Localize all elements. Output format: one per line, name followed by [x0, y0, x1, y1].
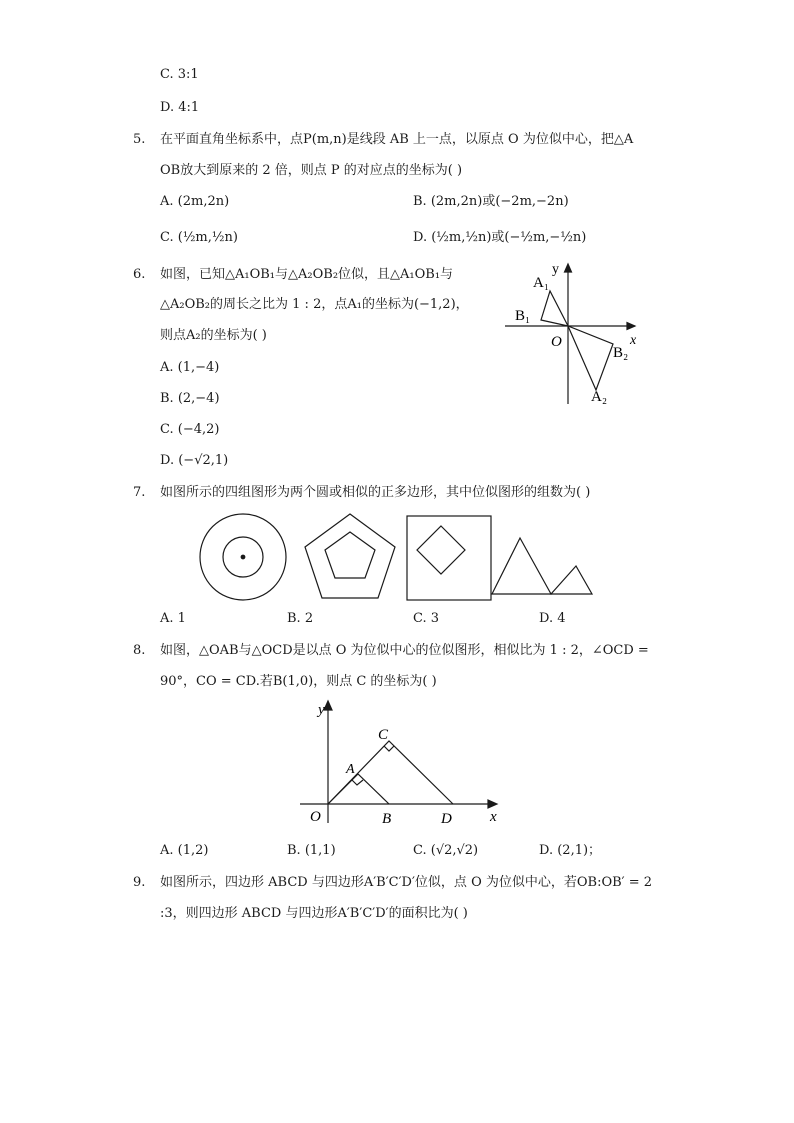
q8-label-y: y: [318, 702, 325, 718]
q6-y-arrow: [565, 264, 572, 272]
q4-option-d: D. 4:1: [160, 100, 200, 115]
q9-number: 9.: [133, 875, 146, 890]
q7-figure-circles: [200, 514, 286, 600]
q7-number: 7.: [133, 485, 146, 500]
q8-option-b: B. (1,1): [287, 843, 336, 858]
q6-label-a2: A₂: [591, 389, 608, 405]
q5-number: 5.: [133, 132, 146, 147]
q7-stem-line1: 如图所示的四组图形为两个圆或相似的正多边形，其中位似图形的组数为( ): [160, 485, 591, 500]
q8-label-x: x: [490, 809, 497, 825]
q8-option-c: C. (√2,√2): [413, 843, 479, 858]
q6-option-c: C. (−4,2): [160, 422, 220, 437]
q8-option-d: D. (2,1)；: [539, 843, 602, 858]
q8-x-arrow: [488, 800, 497, 808]
q7-figure-triangles: [492, 538, 592, 594]
q6-label-o: O: [551, 334, 562, 350]
q7-option-b: B. 2: [287, 611, 314, 626]
q6-label-b1: B₁: [515, 308, 531, 324]
q8-label-d: D: [441, 811, 452, 827]
q9-stem-line2: :3，则四边形 ABCD 与四边形A′B′C′D′的面积比为( ): [160, 906, 468, 921]
q8-stem-line1: 如图，△OAB与△OCD是以点 O 为位似中心的位似图形，相似比为 1 : 2，∠OCD =: [160, 643, 649, 658]
q8-label-a: A: [346, 762, 355, 777]
q6-stem-line1: 如图，已知△A₁OB₁与△A₂OB₂位似，且△A₁OB₁与: [160, 267, 454, 282]
q5-option-d: D. (½m,½n)或(−½m,−½n): [413, 230, 587, 245]
q8-stem-line2: 90°，CO = CD.若B(1,0)，则点 C 的坐标为( ): [160, 674, 437, 689]
q7-option-a: A. 1: [160, 611, 186, 626]
q6-label-x: x: [630, 333, 637, 348]
q6-option-b: B. (2,−4): [160, 391, 220, 406]
q6-option-d: D. (−√2,1): [160, 453, 229, 468]
q4-option-c: C. 3:1: [160, 67, 199, 82]
q8-triangle-oab: [328, 774, 389, 804]
q8-right-angle-c: [384, 746, 394, 751]
q5-option-b: B. (2m,2n)或(−2m,−2n): [413, 194, 569, 209]
q6-x-arrow: [627, 323, 635, 330]
q6-option-a: A. (1,−4): [160, 360, 220, 375]
q8-label-b: B: [382, 811, 392, 827]
q6-label-b2: B₂: [613, 345, 629, 361]
q5-stem-line2: OB放大到原来的 2 倍，则点 P 的对应点的坐标为( ): [160, 163, 463, 178]
q6-stem-line3: 则点A₂的坐标为( ): [160, 328, 267, 343]
q6-figure: [505, 256, 645, 406]
q8-right-angle-a: [352, 780, 363, 785]
q8-option-a: A. (1,2): [160, 843, 209, 858]
q7-figure-squares: [407, 516, 491, 600]
q8-number: 8.: [133, 643, 146, 658]
q7-option-c: C. 3: [413, 611, 440, 626]
q5-stem-line1: 在平面直角坐标系中，点P(m,n)是线段 AB 上一点，以原点 O 为位似中心，把△A: [160, 132, 634, 147]
q8-figure: [295, 698, 510, 828]
q9-stem-line1: 如图所示，四边形 ABCD 与四边形A′B′C′D′位似，点 O 为位似中心，若OB:OB′ = 2: [160, 875, 653, 890]
q5-option-a: A. (2m,2n): [160, 194, 230, 209]
q7-option-d: D. 4: [539, 611, 566, 626]
q8-label-o: O: [310, 809, 321, 825]
q6-triangle-a1ob1: [541, 291, 568, 326]
q6-label-a1: A₁: [533, 275, 550, 291]
q8-y-arrow: [324, 701, 332, 710]
q6-stem-line2: △A₂OB₂的周长之比为 1 : 2，点A₁的坐标为(−1,2)，: [160, 297, 469, 312]
q7-figure-pentagons: [305, 514, 395, 598]
q7-figures: [195, 510, 597, 602]
q6-triangle-a2ob2: [568, 326, 613, 390]
q6-number: 6.: [133, 267, 146, 282]
q5-option-c: C. (½m,½n): [160, 230, 238, 245]
q6-label-y: y: [552, 262, 559, 277]
q8-label-c: C: [378, 727, 389, 743]
